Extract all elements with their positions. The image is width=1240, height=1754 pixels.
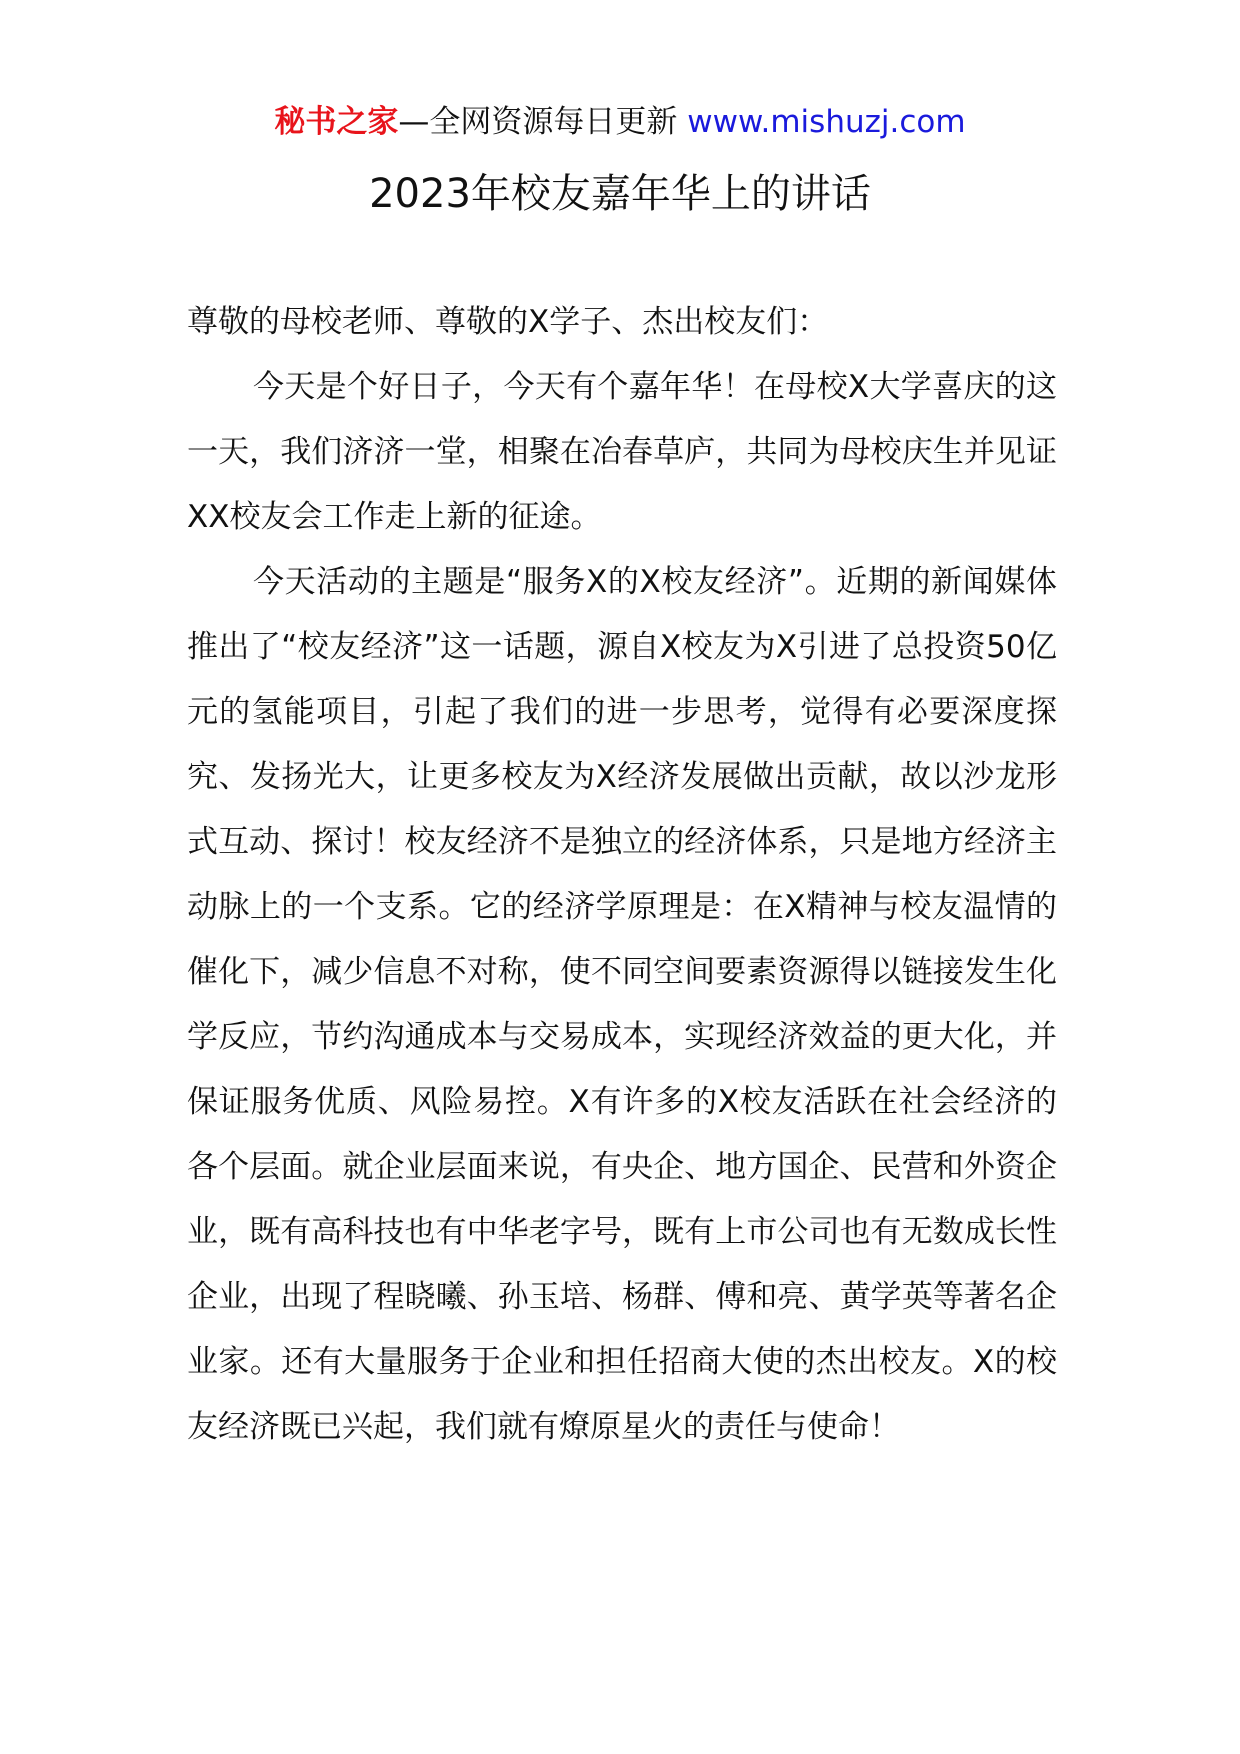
paragraph: 今天是个好日子，今天有个嘉年华！在母校X大学喜庆的这一天，我们济济一堂，相聚在冶春草庐，共同为母校庆生并见证XX校友会工作走上新的征途。 (187, 369, 1057, 535)
document-body (187, 290, 1057, 1460)
header-tagline: —全网资源每日更新 (398, 104, 688, 140)
paragraph: 今天活动的主题是“服务X的X校友经济”。近期的新闻媒体推出了“校友经济”这一话题，源自X校友为X引进了总投资50亿元的氢能项目，引起了我们的进一步思考，觉得有必要深度探究、发扬光大，让更多校友为X经济发展做出贡献，故以沙龙形式互动、探讨！校友经济不是独立的经济体系，只是地方经济主动脉上的一个支系。它的经济学原理是：在X精神与校友温情的催化下，减少信息不对称，使不同空间要素资源得以链接发生化学反应，节约沟通成本与交易成本，实现经济效益的更大化，并保证服务优质、风险易控。X有许多的X校友活跃在社会经济的各个层面。就企业层面来说，有央企、地方国企、民营和外资企业，既有高科技也有中华老字号，既有上市公司也有无数成长性企业，出现了程晓曦、孙玉培、杨群、傅和亮、黄学英等著名企业家。还有大量服务于企业和担任招商大使的杰出校友。X的校友经济既已兴起，我们就有燎原星火的责任与使命！ (187, 564, 1057, 1445)
site-url: www.mishuzj.com (687, 104, 966, 140)
salutation: 尊敬的母校老师、尊敬的X学子、杰出校友们： (187, 304, 829, 340)
brand-name: 秘书之家 (274, 104, 399, 140)
document-title: 2023年校友嘉年华上的讲话 (369, 171, 871, 217)
watermark-header (0, 102, 1240, 142)
